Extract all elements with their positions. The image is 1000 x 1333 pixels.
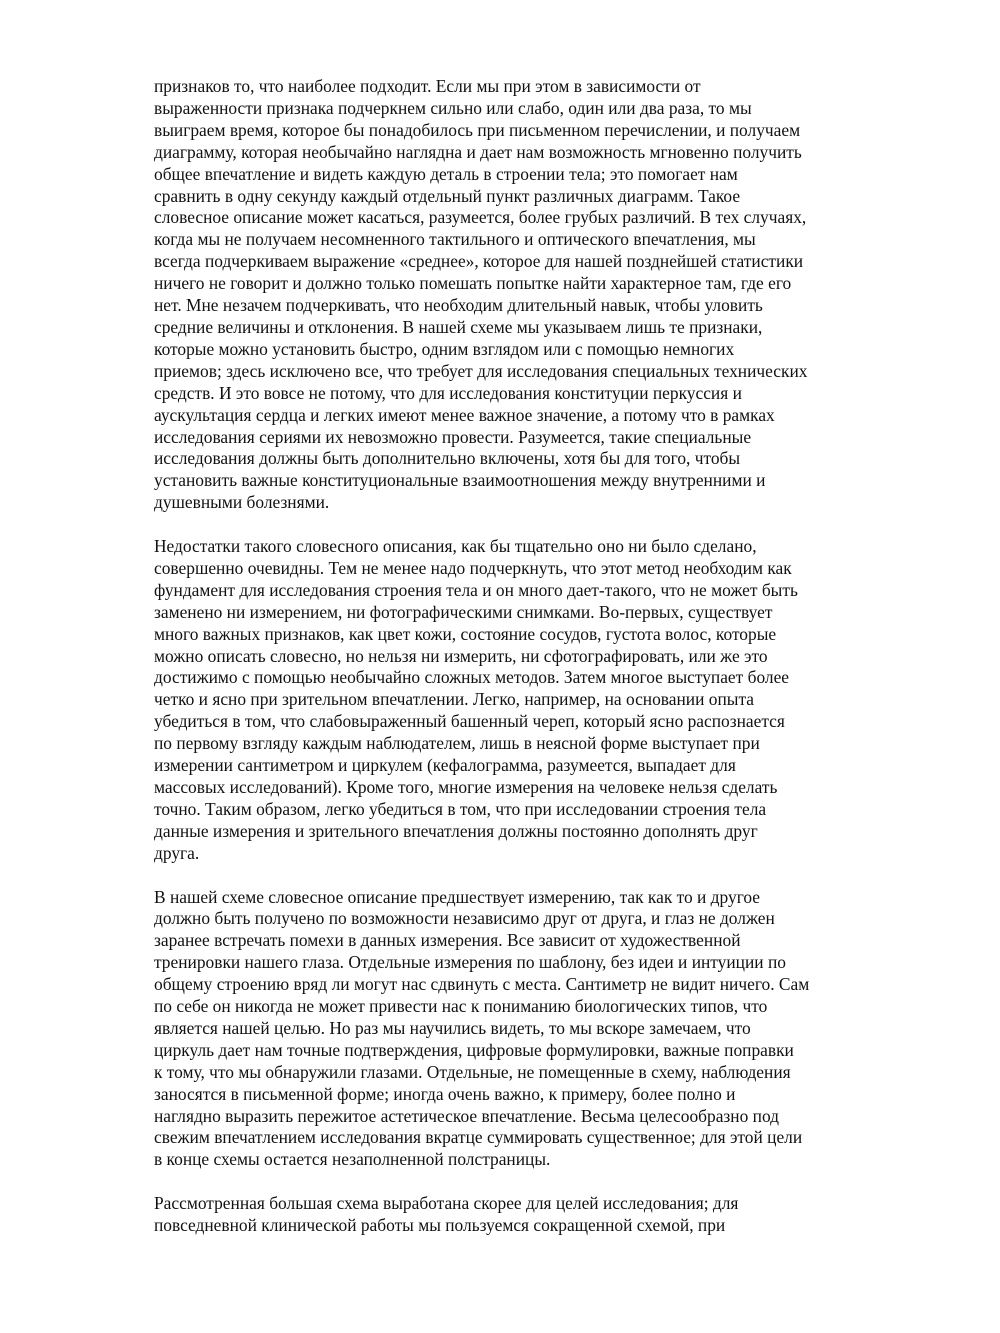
- text-line: тренировки нашего глаза. Отдельные измерения по шаблону, без идеи и интуиции по: [154, 952, 786, 973]
- text-line: аускультация сердца и легких имеют менее важное значение, а потому что в рамках: [154, 404, 775, 425]
- text-line: друга.: [154, 842, 200, 863]
- paragraph-2: [154, 536, 874, 865]
- text-line: общему строению вряд ли могут нас сдвинуть с места. Сантиметр не видит ничего. Сам: [154, 974, 810, 995]
- text-line: массовых исследований). Кроме того, многие измерения на человеке нельзя сделать: [154, 776, 778, 797]
- text-line: ничего не говорит и должно только помешать попытке найти характерное там, где его: [154, 273, 792, 294]
- text-line: признаков то, что наиболее подходит. Если мы при этом в зависимости от: [154, 76, 701, 96]
- paragraph-3: [154, 887, 874, 1172]
- text-line: достижимо с помощью необычайно сложных методов. Затем многое выступает более: [154, 667, 790, 688]
- text-line: фундамент для исследования строения тела и он много дает-такого, что не может быть: [154, 579, 798, 600]
- text-line: Рассмотренная большая схема выработана скорее для целей исследования; для: [154, 1193, 739, 1214]
- text-line: является нашей целью. Но раз мы научились видеть, то мы вскоре замечаем, что: [154, 1017, 751, 1038]
- text-line: душевными болезнями.: [154, 492, 330, 513]
- text-line: установить важные конституциональные взаимоотношения между внутренними и: [154, 470, 766, 491]
- text-line: сравнить в одну секунду каждый отдельный пункт различных диаграмм. Такое: [154, 185, 741, 206]
- text-line: средств. И это вовсе не потому, что для исследования конституции перкуссия и: [154, 382, 742, 403]
- text-line: по себе он никогда не может привести нас к пониманию биологических типов, что: [154, 996, 768, 1017]
- text-line: заменено ни измерением, ни фотографическими снимками. Во-первых, существует: [154, 601, 773, 622]
- text-line: четко и ясно при зрительном впечатлении. Легко, например, на основании опыта: [154, 689, 754, 710]
- text-line: диаграмму, которая необычайно наглядна и дает нам возможность мгновенно получить: [154, 141, 802, 162]
- text-line: много важных признаков, как цвет кожи, состояние сосудов, густота волос, которые: [154, 623, 777, 644]
- text-line: свежим впечатлением исследования вкратце суммировать существенное; для этой цели: [154, 1127, 803, 1148]
- text-line: заносятся в письменной форме; иногда очень важно, к примеру, более полно и: [154, 1083, 736, 1104]
- text-line: к тому, что мы обнаружили глазами. Отдельные, не помещенные в схему, наблюдения: [154, 1061, 791, 1082]
- text-line: всегда подчеркиваем выражение «среднее», которое для нашей позднейшей статистики: [154, 251, 804, 272]
- text-line: средние величины и отклонения. В нашей схеме мы указываем лишь те признаки,: [154, 316, 763, 337]
- text-line: Недостатки такого словесного описания, как бы тщательно оно ни было сделано,: [154, 536, 757, 557]
- text-line: В нашей схеме словесное описание предшествует измерению, так как то и другое: [154, 886, 761, 907]
- text-line: наглядно выразить пережитое астетическое впечатление. Весьма целесообразно под: [154, 1105, 780, 1126]
- text-line: циркуль дает нам точные подтверждения, цифровые формулировки, важные поправки: [154, 1039, 794, 1060]
- text-line: которые можно установить быстро, одним взглядом или с помощью немногих: [154, 338, 735, 359]
- text-line: должно быть получено по возможности независимо друг от друга, и глаз не должен: [154, 908, 775, 929]
- text-line: точно. Таким образом, легко убедиться в том, что при исследовании строения тела: [154, 798, 767, 819]
- text-line: словесное описание может касаться, разумеется, более грубых различий. В тех случаях,: [154, 207, 807, 228]
- text-line: измерении сантиметром и циркулем (кефалограмма, разумеется, выпадает для: [154, 755, 736, 776]
- text-line: исследования должны быть дополнительно включены, хотя бы для того, чтобы: [154, 448, 741, 469]
- text-line: исследования сериями их невозможно провести. Разумеется, такие специальные: [154, 426, 752, 447]
- text-line: выиграем время, которое бы понадобилось при письменном перечислении, и получаем: [154, 119, 801, 140]
- paragraph-4: [154, 1193, 874, 1237]
- text-line: приемов; здесь исключено все, что требует для исследования специальных технических: [154, 360, 808, 381]
- text-line: убедиться в том, что слабовыраженный башенный череп, который ясно распознается: [154, 711, 785, 732]
- text-line: заранее встречать помехи в данных измерения. Все зависит от художественной: [154, 930, 741, 951]
- text-line: когда мы не получаем несомненного тактильного и оптического впечатления, мы: [154, 229, 756, 250]
- text-line: по первому взгляду каждым наблюдателем, лишь в неясной форме выступает при: [154, 733, 760, 754]
- text-line: в конце схемы остается незаполненной полстраницы.: [154, 1149, 551, 1170]
- text-line: можно описать словесно, но нельзя ни измерить, ни сфотографировать, или же это: [154, 645, 768, 666]
- text-line: нет. Мне незачем подчеркивать, что необходим длительный навык, чтобы уловить: [154, 295, 763, 316]
- text-line: выраженности признака подчеркнем сильно или слабо, один или два раза, то мы: [154, 97, 752, 118]
- text-line: данные измерения и зрительного впечатления должны постоянно дополнять друг: [154, 820, 758, 841]
- paragraph-1: [154, 76, 874, 514]
- text-line: повседневной клинической работы мы пользуемся сокращенной схемой, при: [154, 1215, 726, 1236]
- text-line: совершенно очевидны. Тем не менее надо подчеркнуть, что этот метод необходим как: [154, 557, 792, 578]
- document-page: [154, 76, 874, 1259]
- text-line: общее впечатление и видеть каждую деталь в строении тела; это помогает нам: [154, 163, 738, 184]
